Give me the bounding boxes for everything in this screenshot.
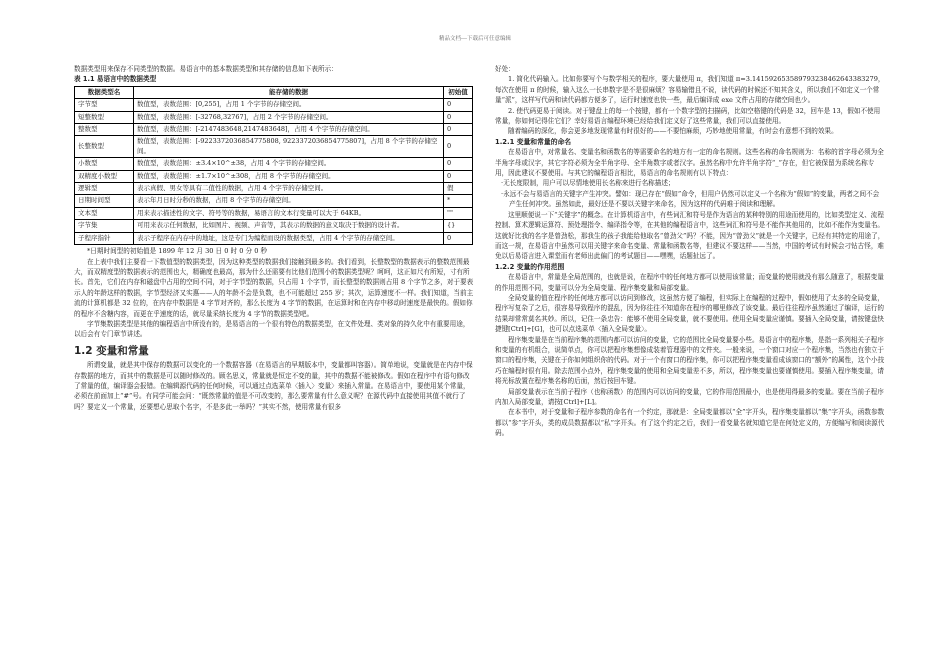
paragraph-local-vars: 局部变量表示在当前子程序（也称函数）的范围内可以访问的变量，它的作用范围最小，也是使用得最多的变量。要在当前子程序内加入局部变量，请按[Ctrl]+[L]。 [495, 387, 884, 406]
type-initial: {} [444, 220, 473, 232]
bullet-item: ·无长度限制，用户可以尽情地使用长名称来进行名称描述； [501, 179, 675, 188]
type-name: 整数型 [75, 124, 134, 136]
paragraph-constants: 随着编码的深化，你会更多地发现常量有时很好的——不要怕麻烦，巧妙地使用常量，有时会有意想不到的效果。 [508, 127, 838, 136]
type-initial: "" [444, 207, 473, 219]
paragraph-scope-intro: 在易语言中，常量是全局范围的，也就是说，在程序中的任何地方都可以使用该常量；而变量的使用就没有那么随意了，根据变量的作用范围不同，变量可以分为全局变量、程序集变量和局部变量。 [495, 273, 884, 292]
paragraph-naming-convention: 在本书中，对于变量和子程序参数的命名有一个约定，那就是：全局变量都以“全”字开头，程序集变量都以“集”字开头，函数参数都以“参”字开头，类的成员数据都以“私”字开头。有了这个约定之后，我们一看变量名就知道它是在何处定义的，方便编写和阅读源代码。 [495, 408, 885, 438]
benefit-item-1: 1. 简化代码输入。比如你要写个与数学相关的程序，要大量使用 π，我们知道 π=3.141592653589793238462643383279，每次在使用 π 的时候，输入这么一长串数字是不是很麻烦？容易输错且不说，读代码的时候还不知其含义，所以我们不如定义一个常量“派”，这样写代码和读代码都方便多了，运行时速度也快一些，最后编译成 exe 文件占用的存储空间也少。 [495, 75, 885, 105]
type-initial: * [444, 195, 473, 207]
type-name: 长整数型 [75, 136, 134, 158]
type-desc: 数值型，表数范围：[-2147483648,2147483648]，占用 4 个字节的存储空间。 [134, 124, 444, 136]
paragraph-global-vars: 全局变量的值在程序的任何地方都可以访问到修改，这虽然方便了编程，但实际上在编程的过程中，假如使用了太多的全局变量，程序写复杂了之后，很容易导致程序的混乱，因为你往往不知道你在程序的哪里修改了该变量。最后往往程序虽然通过了编译，运行的结果却常常莫名其妙。所以，记住一条忠告：能够不使用全局变量，就不要使用。使用全局变量应谨慎。要插入全局变量，请按键盘快捷键[Ctrl]+[G]，也可以点选菜单〈插入全局变量〉。 [495, 293, 885, 334]
type-name: 文本型 [75, 207, 134, 219]
left-column [74, 64, 474, 412]
page-header: 精品文档---下载后可任意编辑 [439, 36, 511, 42]
type-initial: 0 [444, 232, 473, 244]
table-row [75, 124, 473, 136]
header-initial: 初始值 [444, 86, 473, 98]
type-name: 字节集 [75, 220, 134, 232]
table-row [75, 111, 473, 123]
table-note: *日期时间型的初始值是 1899 年 12 月 30 日 0 时 0 分 0 秒 [87, 247, 268, 256]
table-caption: 表 1.1 易语言中的数据类型 [74, 75, 157, 84]
table-row [75, 195, 473, 207]
type-desc: 表示真假、男女等具有二值性的数据，占用 4 个字节的存储空间。 [134, 183, 444, 195]
right-column [495, 64, 885, 439]
type-name: 双精度小数型 [75, 170, 134, 182]
benefits-lead: 好处： [495, 65, 515, 73]
table-row [75, 207, 473, 219]
paragraph-assembly-vars: 程序集变量是在当前程序集的范围内都可以访问的变量，它的范围比全局变量要小些。易语言中的程序集，是指一系列相关子程序和变量的有机组合，说简单点，你可以把程序集想像成装着管理器中的文件夹。一般来说，一个窗口对应一个程序集，当然也有独立于窗口的程序集，关键在于你如何组织你的代码。对于一个有窗口的程序集，你可以把程序集变量看成该窗口的“额外”的属性，这个小技巧在编程时很有用。除去范围小点外，程序集变量的使用和全局变量差不多，所以，程序集变量也要谨慎使用。要插入程序集变量，请将光标放置在程序集名称的后面，然后按回车键。 [495, 335, 885, 386]
type-desc: 用来表示描述性的文字、符号等的数据，易语言的文本行变量可以大于 64KB。 [134, 207, 444, 219]
type-name: 逻辑型 [75, 183, 134, 195]
header-type-name: 数据类型名 [75, 86, 134, 98]
type-name: 字节型 [75, 99, 134, 111]
type-desc: 表示年月日时分秒的数据，占用 8 个字节的存储空间。 [134, 195, 444, 207]
subsection-heading-scope: 1.2.2 变量的作用范围 [495, 262, 565, 271]
subsection-heading-naming: 1.2.1 变量和常量的命名 [495, 137, 572, 146]
type-initial: 0 [444, 158, 473, 170]
type-initial: 假 [444, 183, 473, 195]
intro-paragraph: 数据类型用来保存不同类型的数据。易语言中的基本数据类型和其存储的信息如下表所示： [74, 65, 338, 73]
table-row [75, 232, 473, 244]
type-initial: 0 [444, 136, 473, 158]
table-row [75, 136, 473, 158]
header-data: 能存储的数据 [134, 86, 444, 98]
section-heading: 1.2 变量和常量 [74, 344, 149, 357]
table-header-row [75, 86, 473, 98]
benefit-item-2: 2. 使代码更易于阅读。对于键盘上的每一个按键，都有一个数字型的扫描码，比如空格键的代码是 32，回车是 13，假如不使用常量，你如何记得住它们？幸好易语言编程环境已经给我们定义好了这些常量，我们可以直接使用。 [495, 106, 881, 126]
paragraph-byte-set: 字节集数据类型是其他的编程语言中所没有的，是易语言的一个很有特色的数据类型，在文件处理、类对象的持久化中有重要用途，以后会有专门章节讲述。 [74, 319, 470, 339]
paragraph-naming: 在易语言中，对常量名、变量名和函数名的等需要命名的地方有一定的命名规则。这些名称的命名规则为：名称的首字母必须为全半角字母或汉字，其它字符必须为全半角字母、全半角数字或者汉字。虽然名称中允许半角字符“_”存在，但它被保留为系统名称专用，因此建议不要使用。与其它的编程语言相比，易语言的命名规则有以下特点： [495, 148, 884, 178]
paragraph-numeric-types: 在上表中我们主要看一下数值型的数据类型，因为这种类型的数据我们接触到最多的。我们看到，长整数型的数据表示的整数范围最大，而双精度型的数据表示的范围也大，精确度也最高，那为什么还需要有比他们范围小的数据类型呢？呵呵，这正如尺有所短，寸有所长。首先，它们在内存和磁盘中占用的空间不同，对于字节型的数据，只占用 1 个字节，而长整型的数据则占用 8 个字节之多，对于要表示人的年龄这样的数据，字节型经济又实惠——人的年龄不会是负数，也不可能超过 255 岁；其次，运算速度不一样。我们知道，当前主流的计算机都是 32 位的，在内存中数据是 4 字节对齐的，那么长度为 4 字节的数据，在运算时和在内存中移动时速度是最快的。假如你的程序不含糖内容，而更在乎速度的话，就尽量采纳长度为 4 字节的数据类型吧。 [74, 257, 474, 318]
table-row [75, 99, 473, 111]
type-name: 日期时间型 [75, 195, 134, 207]
bullet-item: ·永远不会与易语言的关键字产生冲突。譬如：现已存在“假如”命令，但用户仍然可以定义一个名称为“假如”的变量，两者之间不会产生任何冲突。虽然如此，最好还是不要以关键字来命名，因为这样的代码难于阅读和理解。 [501, 189, 880, 209]
table-row [75, 158, 473, 170]
type-name: 短整数型 [75, 111, 134, 123]
type-name: 子程序指针 [75, 232, 134, 244]
type-desc: 数值型，表数范围：±1.7×10^±308，占用 8 个字节的存储空间。 [134, 170, 444, 182]
type-desc: 数值型，表数范围：[-9223372036854775808, 9223372036854775807]，占用 8 个字节的存储空间。 [134, 136, 444, 158]
data-type-table [74, 86, 473, 245]
type-desc: 数值型，表数范围：±3.4×10^±38，占用 4 个字节的存储空间。 [134, 158, 444, 170]
table-row [75, 170, 473, 182]
paragraph-keywords: 这里顺便说一下“关键字”的概念。在计算机语言中，有些词汇和符号是作为语言的某种特别的用途而使用的，比如类型定义、流程控制、算术逻辑运算符、预处理指令、编译指令等，在其他的编程语言中，这些词汇和符号是不能作其他用的，比如不能作为变量名。这就好比我的名字是曾劲松，那我生的孩子我能给他取名“曾劲父”吗？不能，因为“曾劲父”就是一个关键字，已经有其特定的用途了，而这一规，在易语言中虽然可以用关键字来命名变量、常量和函数名等，但建议不要这样——当然，中国的考试有时候会刁钻古怪，难免以后易语言进入课堂而有老师出此偏门的考试题目——嘿嘿，话题扯远了。 [495, 210, 885, 261]
type-desc: 数值型，表数范围：[0,255]，占用 1 个字节的存储空间。 [134, 99, 444, 111]
type-desc: 数值型，表数范围：[-32768,32767]，占用 2 个字节的存储空间。 [134, 111, 444, 123]
type-initial: 0 [444, 170, 473, 182]
table-row [75, 183, 473, 195]
type-name: 小数型 [75, 158, 134, 170]
type-desc: 表示子程序在内存中的地址，这是专门为编程而设的数据类型，占用 4 个字节的存储空间。 [134, 232, 444, 244]
type-initial: 0 [444, 111, 473, 123]
type-initial: 0 [444, 99, 473, 111]
type-initial: 0 [444, 124, 473, 136]
type-desc: 可用来表示任何数据，比如图片、视频、声音等，其表示的数据的意义取决于数据的设计者。 [134, 220, 444, 232]
table-row [75, 220, 473, 232]
paragraph-variables: 所谓变量，就是其中保存的数据可以变化的一个数据容器（在易语言的早期版本中，变量都叫容器）。简单地说，变量就是在内存中保存数据的地方，而其中的数据是可以随时修改的。顾名思义，常量就是恒定不变的量，其中的数据不能被修改。假如在程序中有语句修改了常量的值，编译器会报错。在编辑源代码的任何时候，可以通过点选菜单〈插入〉变量〉来插入常量。在易语言中，要使用某个常量，必须在前面加上“#”号。有同学可能会问：“既然常量的值是不可改变的，那么要常量有什么意义呢？在源代码中直接使用其值不就行了吗？要定义一个常量，还要想心思取个名字，不是多此一举吗？”其实不然，使用常量有很多 [74, 361, 473, 411]
